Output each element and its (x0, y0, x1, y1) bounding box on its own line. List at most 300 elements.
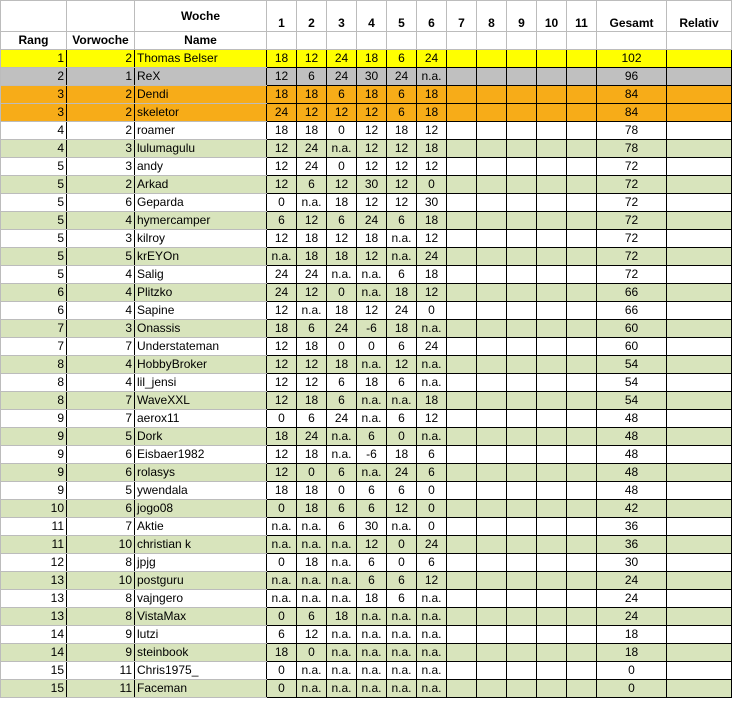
week-3-cell: 12 (327, 230, 357, 248)
week-3-cell: 24 (327, 68, 357, 86)
week-8-cell (477, 410, 507, 428)
week-3-cell: 6 (327, 374, 357, 392)
table-row (1, 536, 732, 554)
rang-cell: 3 (1, 86, 67, 104)
week-11-cell (567, 518, 597, 536)
week-9-cell (507, 500, 537, 518)
week-4-cell: 12 (357, 104, 387, 122)
week-10-cell (537, 212, 567, 230)
week-9-cell (507, 572, 537, 590)
relativ-cell (667, 266, 732, 284)
week-9-cell (507, 284, 537, 302)
week-2-cell: n.a. (297, 572, 327, 590)
name-cell: Sapine (135, 302, 267, 320)
week-4-cell: n.a. (357, 266, 387, 284)
week-5-cell: n.a. (387, 644, 417, 662)
week-8-cell (477, 158, 507, 176)
rang-cell: 8 (1, 356, 67, 374)
week-2-cell: 24 (297, 158, 327, 176)
rang-cell: 9 (1, 464, 67, 482)
rang-cell: 4 (1, 122, 67, 140)
vorwoche-cell: 3 (67, 158, 135, 176)
rang-cell: 13 (1, 608, 67, 626)
relativ-cell (667, 374, 732, 392)
name-cell: Eisbaer1982 (135, 446, 267, 464)
week-10-cell (537, 50, 567, 68)
week-9-cell (507, 428, 537, 446)
week-1-cell: n.a. (267, 518, 297, 536)
week-4-cell: 30 (357, 68, 387, 86)
vorwoche-cell: 5 (67, 428, 135, 446)
week-10-cell (537, 536, 567, 554)
vorwoche-cell: 3 (67, 230, 135, 248)
week-2-cell: 12 (297, 50, 327, 68)
week-3-cell: 24 (327, 320, 357, 338)
header-week-9: 9 (507, 1, 537, 32)
week-2-cell: 18 (297, 482, 327, 500)
gesamt-cell: 18 (597, 626, 667, 644)
week-8-cell (477, 644, 507, 662)
week-11-cell (567, 410, 597, 428)
gesamt-cell: 66 (597, 284, 667, 302)
week-2-cell: 18 (297, 248, 327, 266)
week-5-cell: n.a. (387, 518, 417, 536)
week-11-cell (567, 608, 597, 626)
week-9-cell (507, 248, 537, 266)
week-10-cell (537, 338, 567, 356)
week-9-cell (507, 536, 537, 554)
gesamt-cell: 72 (597, 176, 667, 194)
week-8-cell (477, 662, 507, 680)
week-8-cell (477, 446, 507, 464)
week-4-cell: 18 (357, 230, 387, 248)
header-vorwoche: Vorwoche (67, 32, 135, 50)
table-row (1, 230, 732, 248)
rang-cell: 8 (1, 374, 67, 392)
table-row (1, 212, 732, 230)
week-6-cell: n.a. (417, 608, 447, 626)
rang-cell: 15 (1, 680, 67, 698)
vorwoche-cell: 8 (67, 554, 135, 572)
vorwoche-cell: 2 (67, 86, 135, 104)
week-4-cell: 30 (357, 176, 387, 194)
week-1-cell: 12 (267, 356, 297, 374)
vorwoche-cell: 2 (67, 122, 135, 140)
name-cell: Arkad (135, 176, 267, 194)
table-row (1, 680, 732, 698)
week-6-cell: n.a. (417, 374, 447, 392)
week-11-cell (567, 140, 597, 158)
week-4-cell: -6 (357, 446, 387, 464)
week-3-cell: 0 (327, 158, 357, 176)
table-row (1, 662, 732, 680)
week-5-cell: n.a. (387, 392, 417, 410)
name-cell: skeletor (135, 104, 267, 122)
rang-cell: 10 (1, 500, 67, 518)
relativ-cell (667, 356, 732, 374)
name-cell: Chris1975_ (135, 662, 267, 680)
week-7-cell (447, 302, 477, 320)
name-cell: andy (135, 158, 267, 176)
rang-cell: 2 (1, 68, 67, 86)
table-row (1, 428, 732, 446)
week-6-cell: 6 (417, 464, 447, 482)
week-1-cell: 12 (267, 302, 297, 320)
week-5-cell: n.a. (387, 230, 417, 248)
week-3-cell: 6 (327, 464, 357, 482)
header-week-2: 2 (297, 1, 327, 32)
gesamt-cell: 0 (597, 662, 667, 680)
week-2-cell: 0 (297, 644, 327, 662)
week-1-cell: 18 (267, 428, 297, 446)
name-cell: ywendala (135, 482, 267, 500)
vorwoche-cell: 4 (67, 356, 135, 374)
vorwoche-cell: 9 (67, 626, 135, 644)
name-cell: ReX (135, 68, 267, 86)
vorwoche-cell: 7 (67, 338, 135, 356)
week-4-cell: 6 (357, 428, 387, 446)
week-8-cell (477, 302, 507, 320)
week-1-cell: 6 (267, 626, 297, 644)
relativ-cell (667, 446, 732, 464)
relativ-cell (667, 248, 732, 266)
header-relativ: Relativ (667, 1, 732, 32)
week-2-cell: 12 (297, 356, 327, 374)
week-8-cell (477, 86, 507, 104)
week-4-cell: n.a. (357, 662, 387, 680)
vorwoche-cell: 8 (67, 590, 135, 608)
name-cell: roamer (135, 122, 267, 140)
week-4-cell: n.a. (357, 410, 387, 428)
week-2-cell: n.a. (297, 590, 327, 608)
gesamt-cell: 84 (597, 86, 667, 104)
relativ-cell (667, 482, 732, 500)
week-3-cell: n.a. (327, 536, 357, 554)
week-4-cell: n.a. (357, 464, 387, 482)
week-6-cell: 24 (417, 50, 447, 68)
week-7-cell (447, 626, 477, 644)
week-5-cell: n.a. (387, 608, 417, 626)
name-cell: hymercamper (135, 212, 267, 230)
table-row (1, 554, 732, 572)
rang-cell: 6 (1, 284, 67, 302)
week-4-cell: n.a. (357, 608, 387, 626)
gesamt-cell: 36 (597, 518, 667, 536)
rang-cell: 5 (1, 194, 67, 212)
name-cell: VistaMax (135, 608, 267, 626)
vorwoche-cell: 4 (67, 266, 135, 284)
rang-cell: 4 (1, 140, 67, 158)
rang-cell: 9 (1, 428, 67, 446)
week-4-cell: n.a. (357, 644, 387, 662)
week-10-cell (537, 500, 567, 518)
ranking-body (1, 50, 732, 698)
week-7-cell (447, 482, 477, 500)
week-5-cell: 6 (387, 212, 417, 230)
header-week-4: 4 (357, 1, 387, 32)
name-cell: aerox11 (135, 410, 267, 428)
week-7-cell (447, 248, 477, 266)
week-6-cell: 12 (417, 122, 447, 140)
week-3-cell: n.a. (327, 554, 357, 572)
week-2-cell: n.a. (297, 536, 327, 554)
week-5-cell: 24 (387, 302, 417, 320)
relativ-cell (667, 104, 732, 122)
rang-cell: 5 (1, 266, 67, 284)
header-week-7: 7 (447, 1, 477, 32)
week-3-cell: 18 (327, 194, 357, 212)
week-4-cell: 6 (357, 554, 387, 572)
week-7-cell (447, 662, 477, 680)
week-10-cell (537, 374, 567, 392)
gesamt-cell: 48 (597, 446, 667, 464)
week-2-cell: n.a. (297, 302, 327, 320)
header-week-6: 6 (417, 1, 447, 32)
gesamt-cell: 72 (597, 194, 667, 212)
week-5-cell: 12 (387, 176, 417, 194)
week-10-cell (537, 158, 567, 176)
relativ-cell (667, 572, 732, 590)
week-5-cell: n.a. (387, 248, 417, 266)
week-11-cell (567, 68, 597, 86)
week-7-cell (447, 374, 477, 392)
table-row (1, 392, 732, 410)
vorwoche-cell: 6 (67, 194, 135, 212)
rang-cell: 5 (1, 176, 67, 194)
week-8-cell (477, 374, 507, 392)
table-row (1, 644, 732, 662)
week-2-cell: 6 (297, 410, 327, 428)
gesamt-cell: 48 (597, 428, 667, 446)
week-8-cell (477, 194, 507, 212)
week-5-cell: 6 (387, 50, 417, 68)
week-3-cell: n.a. (327, 662, 357, 680)
week-2-cell: 18 (297, 392, 327, 410)
table-row (1, 104, 732, 122)
header-blank (387, 32, 417, 50)
vorwoche-cell: 6 (67, 500, 135, 518)
week-6-cell: 0 (417, 518, 447, 536)
week-4-cell: 12 (357, 302, 387, 320)
week-6-cell: 0 (417, 500, 447, 518)
week-2-cell: 18 (297, 122, 327, 140)
week-8-cell (477, 590, 507, 608)
week-1-cell: 12 (267, 68, 297, 86)
week-5-cell: 18 (387, 446, 417, 464)
gesamt-cell: 78 (597, 122, 667, 140)
name-cell: Dendi (135, 86, 267, 104)
week-2-cell: 24 (297, 266, 327, 284)
relativ-cell (667, 536, 732, 554)
week-10-cell (537, 320, 567, 338)
week-3-cell: 6 (327, 518, 357, 536)
week-9-cell (507, 86, 537, 104)
week-7-cell (447, 50, 477, 68)
name-cell: HobbyBroker (135, 356, 267, 374)
week-8-cell (477, 230, 507, 248)
gesamt-cell: 48 (597, 410, 667, 428)
week-9-cell (507, 608, 537, 626)
relativ-cell (667, 158, 732, 176)
week-3-cell: n.a. (327, 140, 357, 158)
week-7-cell (447, 608, 477, 626)
rang-cell: 7 (1, 338, 67, 356)
week-4-cell: 18 (357, 50, 387, 68)
week-1-cell: 18 (267, 482, 297, 500)
week-6-cell: n.a. (417, 68, 447, 86)
week-11-cell (567, 662, 597, 680)
week-1-cell: 12 (267, 230, 297, 248)
week-3-cell: n.a. (327, 626, 357, 644)
gesamt-cell: 84 (597, 104, 667, 122)
week-5-cell: 6 (387, 266, 417, 284)
gesamt-cell: 72 (597, 158, 667, 176)
gesamt-cell: 54 (597, 392, 667, 410)
week-3-cell: n.a. (327, 572, 357, 590)
vorwoche-cell: 10 (67, 536, 135, 554)
vorwoche-cell: 7 (67, 392, 135, 410)
vorwoche-cell: 6 (67, 446, 135, 464)
table-row (1, 284, 732, 302)
week-2-cell: 18 (297, 86, 327, 104)
week-8-cell (477, 500, 507, 518)
week-1-cell: 12 (267, 140, 297, 158)
week-10-cell (537, 104, 567, 122)
week-11-cell (567, 626, 597, 644)
week-9-cell (507, 104, 537, 122)
week-9-cell (507, 320, 537, 338)
gesamt-cell: 24 (597, 572, 667, 590)
rang-cell: 14 (1, 626, 67, 644)
vorwoche-cell: 2 (67, 50, 135, 68)
header-blank (327, 32, 357, 50)
header-week-11: 11 (567, 1, 597, 32)
week-10-cell (537, 572, 567, 590)
table-row (1, 320, 732, 338)
week-5-cell: 0 (387, 554, 417, 572)
rang-cell: 11 (1, 536, 67, 554)
name-cell: lutzi (135, 626, 267, 644)
week-8-cell (477, 104, 507, 122)
name-cell: christian k (135, 536, 267, 554)
week-1-cell: 12 (267, 158, 297, 176)
week-5-cell: 6 (387, 104, 417, 122)
week-1-cell: 12 (267, 392, 297, 410)
week-9-cell (507, 644, 537, 662)
table-row (1, 302, 732, 320)
week-1-cell: 18 (267, 50, 297, 68)
table-row (1, 572, 732, 590)
week-3-cell: n.a. (327, 446, 357, 464)
rang-cell: 1 (1, 50, 67, 68)
week-7-cell (447, 392, 477, 410)
name-cell: Geparda (135, 194, 267, 212)
week-6-cell: 18 (417, 212, 447, 230)
week-2-cell: 18 (297, 338, 327, 356)
name-cell: kilroy (135, 230, 267, 248)
table-row (1, 518, 732, 536)
week-2-cell: 24 (297, 428, 327, 446)
header-blank (507, 32, 537, 50)
table-row (1, 446, 732, 464)
relativ-cell (667, 644, 732, 662)
week-8-cell (477, 482, 507, 500)
header-blank (537, 32, 567, 50)
week-1-cell: 12 (267, 446, 297, 464)
week-4-cell: 6 (357, 482, 387, 500)
gesamt-cell: 48 (597, 482, 667, 500)
week-10-cell (537, 176, 567, 194)
week-4-cell: n.a. (357, 284, 387, 302)
week-10-cell (537, 266, 567, 284)
week-6-cell: n.a. (417, 680, 447, 698)
week-11-cell (567, 482, 597, 500)
week-9-cell (507, 122, 537, 140)
week-5-cell: 0 (387, 428, 417, 446)
week-5-cell: 6 (387, 590, 417, 608)
header-week-1: 1 (267, 1, 297, 32)
rang-cell: 15 (1, 662, 67, 680)
week-8-cell (477, 392, 507, 410)
week-11-cell (567, 104, 597, 122)
vorwoche-cell: 5 (67, 482, 135, 500)
week-6-cell: n.a. (417, 428, 447, 446)
relativ-cell (667, 284, 732, 302)
rang-cell: 11 (1, 518, 67, 536)
name-cell: Aktie (135, 518, 267, 536)
week-11-cell (567, 194, 597, 212)
gesamt-cell: 54 (597, 356, 667, 374)
relativ-cell (667, 50, 732, 68)
week-10-cell (537, 590, 567, 608)
name-cell: Faceman (135, 680, 267, 698)
relativ-cell (667, 410, 732, 428)
gesamt-cell: 78 (597, 140, 667, 158)
rang-cell: 9 (1, 446, 67, 464)
week-7-cell (447, 230, 477, 248)
week-2-cell: 18 (297, 446, 327, 464)
week-7-cell (447, 86, 477, 104)
rang-cell: 13 (1, 590, 67, 608)
week-11-cell (567, 464, 597, 482)
week-5-cell: n.a. (387, 680, 417, 698)
week-8-cell (477, 212, 507, 230)
name-cell: rolasys (135, 464, 267, 482)
week-3-cell: 0 (327, 338, 357, 356)
week-8-cell (477, 284, 507, 302)
name-cell: Thomas Belser (135, 50, 267, 68)
relativ-cell (667, 140, 732, 158)
relativ-cell (667, 428, 732, 446)
week-4-cell: 18 (357, 590, 387, 608)
week-5-cell: n.a. (387, 662, 417, 680)
week-11-cell (567, 212, 597, 230)
week-5-cell: n.a. (387, 626, 417, 644)
week-9-cell (507, 554, 537, 572)
name-cell: steinbook (135, 644, 267, 662)
week-6-cell: n.a. (417, 356, 447, 374)
week-8-cell (477, 356, 507, 374)
week-5-cell: 6 (387, 86, 417, 104)
week-5-cell: 18 (387, 284, 417, 302)
table-row (1, 626, 732, 644)
week-11-cell (567, 500, 597, 518)
week-9-cell (507, 158, 537, 176)
header-row-top (1, 1, 732, 32)
relativ-cell (667, 68, 732, 86)
week-3-cell: n.a. (327, 680, 357, 698)
relativ-cell (667, 392, 732, 410)
